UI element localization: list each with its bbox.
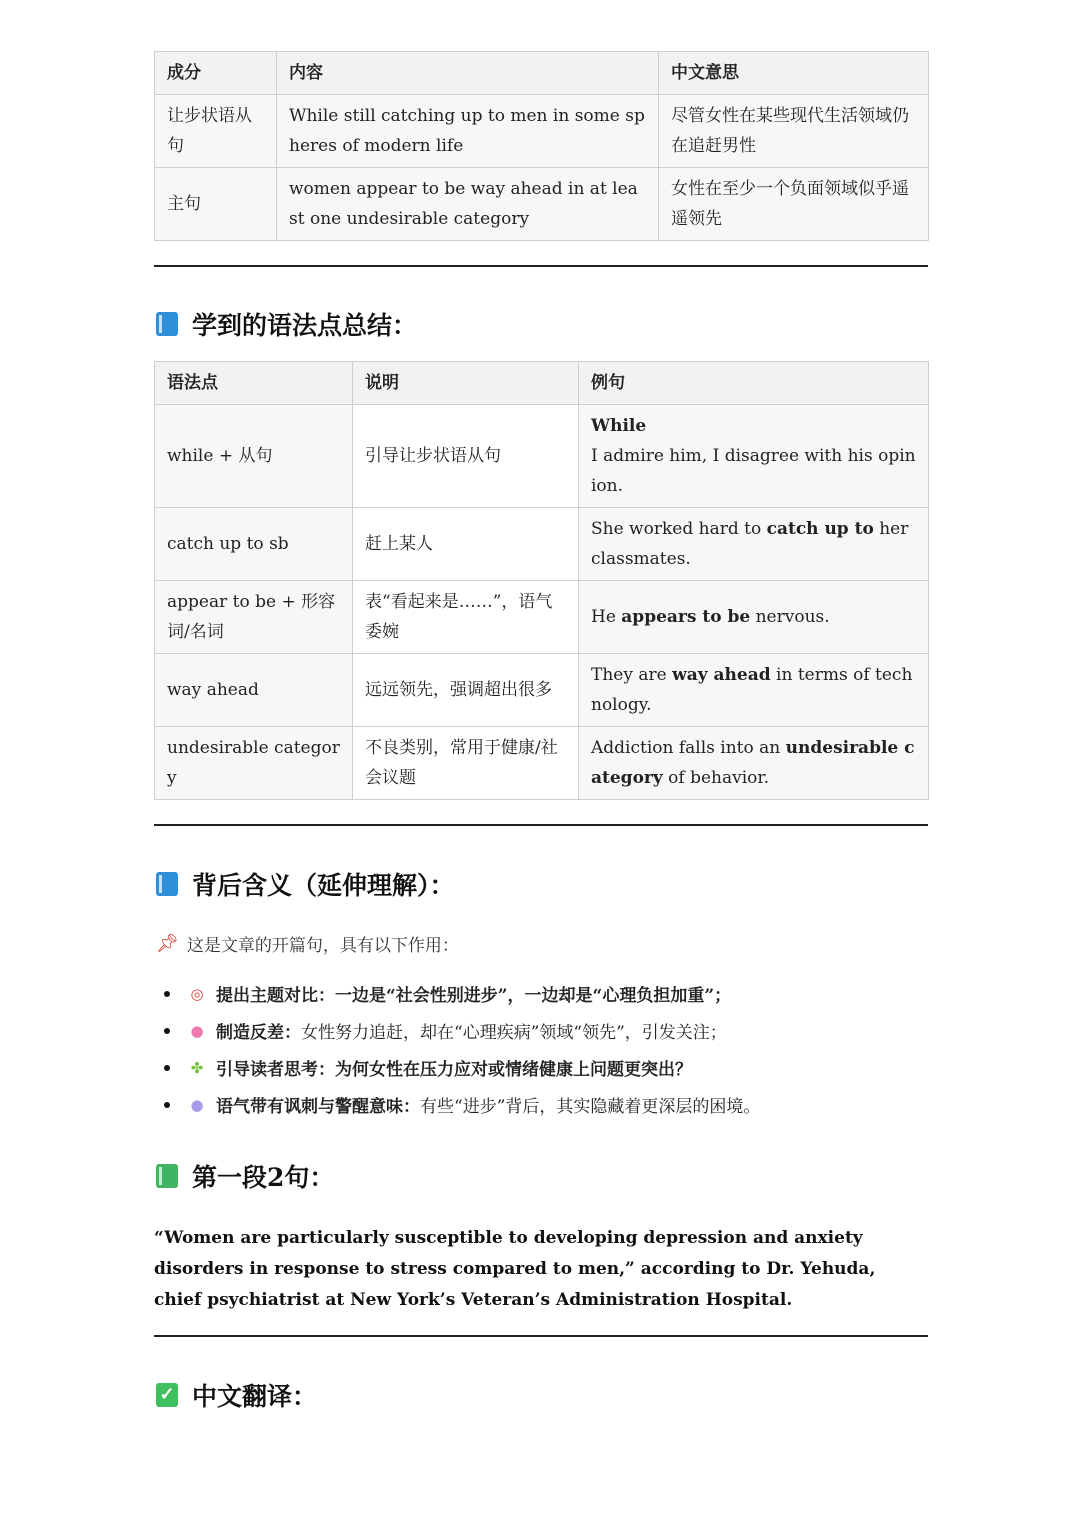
- bullet-text: 女性努力追赶，却在“心理疾病”领域“领先”，引发关注；: [301, 1023, 727, 1043]
- explanation-cell: 赶上某人: [353, 508, 579, 581]
- explanation-cell: 引导让步状语从句: [353, 405, 579, 508]
- example-keyword: appears to be: [621, 607, 751, 627]
- example-text: in terms of technology.: [591, 665, 913, 715]
- grammar-point-cell: while + 从句: [155, 405, 353, 508]
- note-text: 这是文章的开篇句，具有以下作用：: [186, 936, 459, 956]
- table-header-row: [155, 52, 929, 95]
- grammar-point-cell: undesirable category: [155, 727, 353, 800]
- example-text: Addiction falls into an: [591, 738, 786, 758]
- list-item: [154, 1012, 760, 1049]
- section-title: 学到的语法点总结：: [192, 311, 418, 340]
- list-item: [154, 1086, 760, 1123]
- explanation-cell: 不良类别，常用于健康/社会议题: [353, 727, 579, 800]
- bullet-label: 制造反差：: [216, 1023, 301, 1043]
- example-text: He: [591, 607, 622, 627]
- explanation-cell: 远远领先，强调超出很多: [353, 654, 579, 727]
- grammar-points-table: [154, 361, 929, 800]
- section-heading-translation: [156, 1377, 317, 1413]
- example-text: I admire him, I disagree with his opinion.: [591, 446, 916, 496]
- bullet-label: 引导读者思考：: [216, 1060, 335, 1080]
- table-cell: women appear to be way ahead in at least one undesirable category: [277, 168, 659, 241]
- table-cell: 女性在至少一个负面领域似乎遥遥领先: [659, 168, 929, 241]
- table-row: [155, 654, 929, 727]
- bullet-dot: [164, 1028, 170, 1034]
- table-cell: 尽管女性在某些现代生活领域仍在追赶男性: [659, 95, 929, 168]
- grammar-point-cell: catch up to sb: [155, 508, 353, 581]
- table-cell: While still catching up to men in some spheres of modern life: [277, 95, 659, 168]
- bullet-text: 一边是“社会性别进步”，一边却是“心理负担加重”；: [335, 986, 732, 1006]
- bullet-label: 提出主题对比：: [216, 986, 335, 1006]
- check-mark-icon: ✓: [156, 1383, 178, 1407]
- puzzle-icon: ✤: [190, 1058, 204, 1077]
- example-cell: [579, 581, 929, 654]
- bullet-dot: [164, 991, 170, 997]
- table-row: [155, 727, 929, 800]
- example-text: They are: [591, 665, 673, 685]
- example-cell: [579, 727, 929, 800]
- example-text: of behavior.: [662, 768, 770, 788]
- section-heading-grammar: [156, 306, 417, 342]
- quoted-sentence: “Women are particularly susceptible to developing depression and anxiety disorders in response to stress compared to men,” according to Dr. Yehuda, chief psychiatrist at New York’s Veteran’s Administration Hospital.: [154, 1228, 876, 1310]
- blue-book-icon: [156, 312, 178, 336]
- pushpin-icon: 📌︎: [156, 933, 179, 954]
- example-keyword: catch up to: [766, 519, 874, 539]
- table-row: [155, 581, 929, 654]
- table-row: [155, 95, 929, 168]
- section-title: 第一段2句：: [192, 1163, 335, 1192]
- column-header: 例句: [579, 362, 929, 405]
- speech-bubble-icon: ●: [190, 1095, 204, 1114]
- example-text: nervous.: [750, 607, 830, 627]
- table-row: [155, 168, 929, 241]
- example-text: her classmates.: [591, 519, 909, 569]
- intro-note: [156, 931, 459, 956]
- list-item: [154, 975, 760, 1012]
- table-cell: 主句: [155, 168, 277, 241]
- green-book-icon: [156, 1164, 178, 1188]
- section-heading-meaning: [156, 866, 455, 902]
- column-header: 说明: [353, 362, 579, 405]
- example-keyword: While: [591, 416, 647, 436]
- bullet-text: 有些“进步”背后，其实隐藏着更深层的困境。: [420, 1097, 761, 1117]
- brain-icon: ●: [190, 1021, 204, 1040]
- divider: [154, 1335, 928, 1337]
- example-cell: [579, 405, 929, 508]
- blue-book-icon: [156, 872, 178, 896]
- column-header: 内容: [277, 52, 659, 95]
- column-header: 中文意思: [659, 52, 929, 95]
- section-title: 中文翻译：: [192, 1382, 318, 1411]
- example-cell: [579, 654, 929, 727]
- divider: [154, 265, 928, 267]
- bullet-dot: [164, 1102, 170, 1108]
- bullet-label: 语气带有讽刺与警醒意味：: [216, 1097, 420, 1117]
- table-row: [155, 508, 929, 581]
- section-title: 背后含义（延伸理解）：: [192, 871, 455, 900]
- example-keyword: undesirable category: [591, 738, 915, 788]
- example-cell: [579, 508, 929, 581]
- example-text: She worked hard to: [591, 519, 767, 539]
- target-icon: ◎: [190, 984, 204, 1003]
- column-header: 语法点: [155, 362, 353, 405]
- explanation-cell: 表“看起来是……”，语气委婉: [353, 581, 579, 654]
- list-item: [154, 1049, 760, 1086]
- grammar-point-cell: appear to be + 形容词/名词: [155, 581, 353, 654]
- bullet-dot: [164, 1065, 170, 1071]
- table-header-row: [155, 362, 929, 405]
- divider: [154, 824, 928, 826]
- bullet-list: [154, 975, 760, 1123]
- grammar-point-cell: way ahead: [155, 654, 353, 727]
- table-row: [155, 405, 929, 508]
- column-header: 成分: [155, 52, 277, 95]
- sentence-structure-table: [154, 51, 929, 241]
- bullet-text: 为何女性在压力应对或情绪健康上问题更突出？: [335, 1060, 692, 1080]
- section-heading-paragraph: [156, 1158, 334, 1194]
- example-keyword: way ahead: [672, 665, 771, 685]
- table-cell: 让步状语从句: [155, 95, 277, 168]
